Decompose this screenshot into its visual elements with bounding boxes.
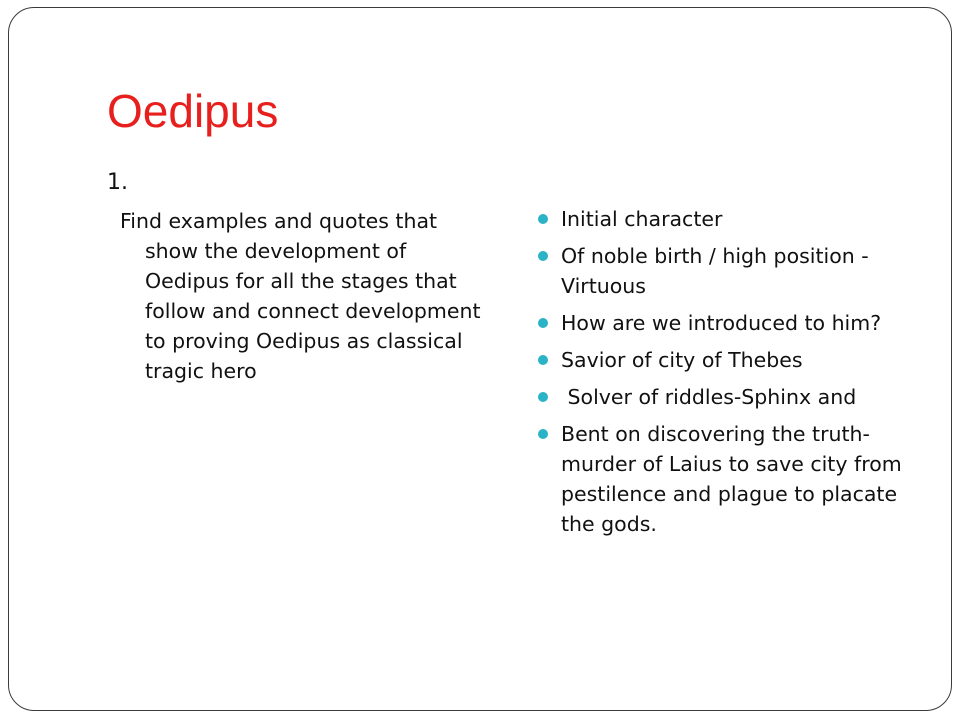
bullet-item: [529, 308, 906, 338]
bullet-dot-icon: [538, 214, 548, 224]
bullet-text: How are we introduced to him?: [561, 311, 882, 335]
bullet-item: [529, 204, 906, 234]
slide-title: Oedipus: [107, 85, 279, 137]
bullet-text: Savior of city of Thebes: [561, 348, 803, 372]
bullet-item: [529, 382, 906, 412]
bullet-item: [529, 419, 909, 539]
slide: [8, 7, 952, 711]
bullet-text: Of noble birth / high position - Virtuous: [561, 244, 876, 298]
bullet-dot-icon: [538, 392, 548, 402]
bullet-dot-icon: [538, 429, 548, 439]
bullet-text: Solver of riddles-Sphinx and: [561, 385, 857, 409]
bullet-list: [529, 204, 939, 546]
bullet-item: [529, 345, 906, 375]
bullet-dot-icon: [538, 355, 548, 365]
bullet-text: Initial character: [561, 207, 723, 231]
prompt-text: Find examples and quotes that show the development of Oedipus for all the stages that follow and connect development to proving Oedipus as classical tragic hero: [120, 209, 481, 383]
bullet-dot-icon: [538, 318, 548, 328]
bullet-item: [529, 241, 906, 301]
bullet-dot-icon: [538, 251, 548, 261]
bullet-text: Bent on discovering the truth- murder of Laius to save city from pestilence and plague to placate the gods.: [561, 422, 909, 536]
left-column: [107, 168, 507, 386]
item-number: 1.: [107, 170, 128, 195]
